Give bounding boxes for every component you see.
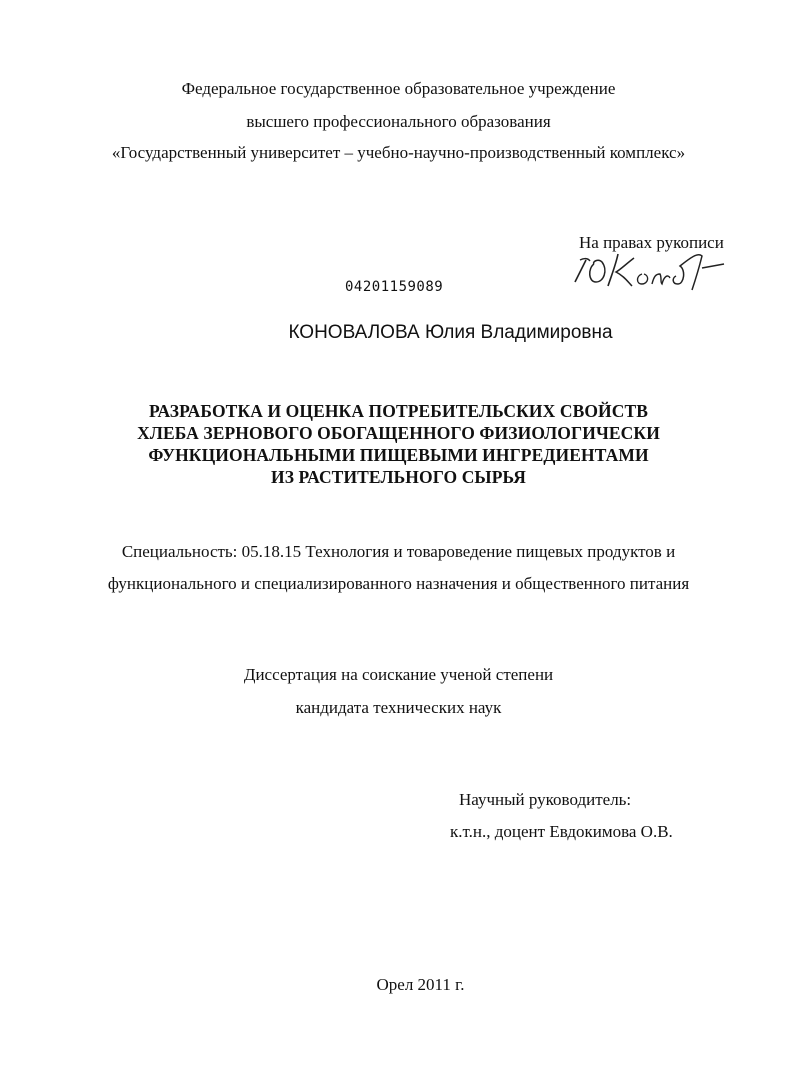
place-year: Орел 2011 г. (376, 975, 465, 994)
specialty-line-1: Специальность: 05.18.15 Технология и товароведение пищевых продуктов и (121, 542, 676, 561)
degree-line-1: Диссертация на соискание ученой степени (243, 665, 554, 684)
title-line-1: РАЗРАБОТКА И ОЦЕНКА ПОТРЕБИТЕЛЬСКИХ СВОЙСТВ (148, 401, 649, 421)
institution-line-2: высшего профессионального образования (246, 112, 551, 131)
manuscript-note: На правах рукописи (579, 233, 724, 252)
supervisor-name: к.т.н., доцент Евдокимова О.В. (450, 822, 673, 841)
catalog-number: 04201159089 (345, 279, 444, 295)
degree-line-2: кандидата технических наук (295, 698, 502, 717)
title-line-4: ИЗ РАСТИТЕЛЬНОГО СЫРЬЯ (271, 467, 526, 487)
institution-line-3: «Государственный университет – учебно-научно-производственный комплекс» (111, 143, 686, 162)
author-name: КОНОВАЛОВА Юлия Владимировна (288, 322, 613, 343)
specialty-line-2: функционального и специализированного назначения и общественного питания (107, 574, 690, 593)
handwritten-signature (572, 248, 732, 292)
title-line-3: ФУНКЦИОНАЛЬНЫМИ ПИЩЕВЫМИ ИНГРЕДИЕНТАМИ (148, 445, 649, 465)
title-line-2: ХЛЕБА ЗЕРНОВОГО ОБОГАЩЕННОГО ФИЗИОЛОГИЧЕСКИ (137, 423, 660, 443)
supervisor-label: Научный руководитель: (459, 790, 632, 809)
institution-line-1: Федеральное государственное образовательное учреждение (181, 79, 616, 98)
